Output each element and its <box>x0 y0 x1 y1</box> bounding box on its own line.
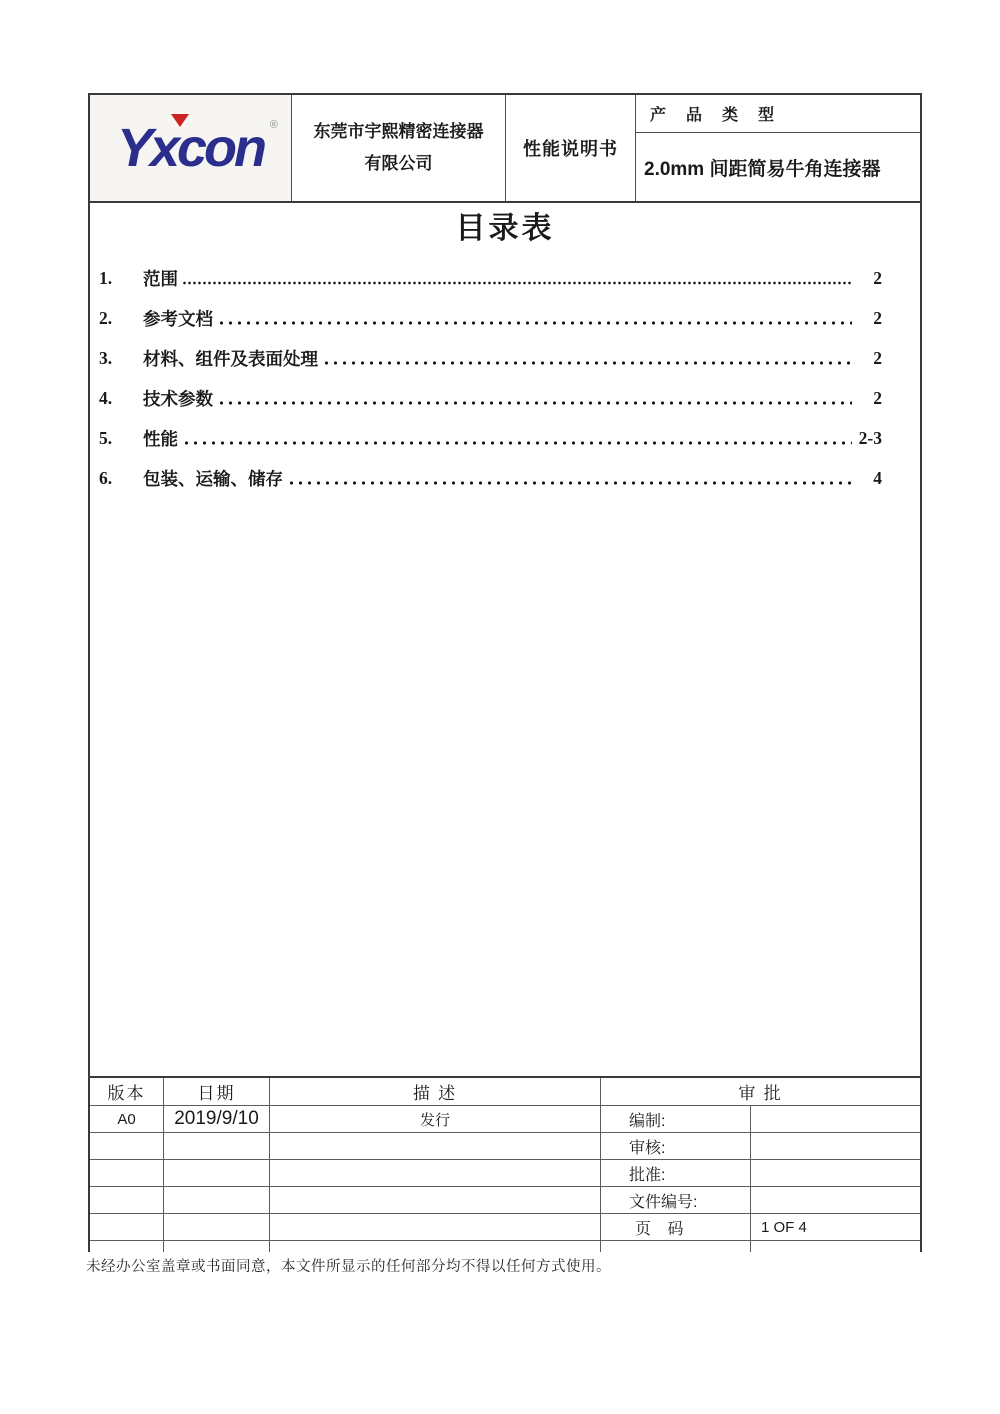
toc-entry-scope[interactable] <box>90 258 920 298</box>
logo-text: Yxcon <box>116 118 265 178</box>
toc-entry-label: 包装、运输、储存 <box>143 468 283 489</box>
header-table <box>88 93 922 203</box>
toc-entry-page: 2 <box>873 267 882 288</box>
stub-cell <box>164 1241 270 1252</box>
confidentiality-note: 未经办公室盖章或书面同意，本文件所显示的任何部分均不得以任何方式使用。 <box>86 1255 922 1276</box>
toc-entry-number: 4. <box>99 387 113 408</box>
company-name-line2: 有限公司 <box>364 154 433 173</box>
stub-cell <box>601 1241 751 1252</box>
revision-description <box>270 1187 601 1214</box>
toc-entry-page: 4 <box>873 467 882 488</box>
company-name-cell <box>292 95 506 201</box>
dot-leader <box>217 399 852 407</box>
revision-version <box>90 1133 164 1160</box>
revision-version <box>90 1160 164 1187</box>
revision-col-approval: 审 批 <box>601 1078 920 1106</box>
toc-entry-performance[interactable] <box>90 418 920 458</box>
revision-version <box>90 1214 164 1241</box>
document-content <box>88 93 922 1276</box>
revision-col-date: 日期 <box>164 1078 270 1106</box>
page-number-value: 1 OF 4 <box>751 1214 920 1241</box>
approval-value-prepared <box>751 1106 920 1133</box>
product-name: 2.0mm 间距简易牛角连接器 <box>644 158 881 180</box>
revision-col-version: 版本 <box>90 1078 164 1106</box>
product-type-cell <box>636 95 920 201</box>
stub-cell <box>270 1241 601 1252</box>
toc-entry-references[interactable] <box>90 298 920 338</box>
company-name <box>314 116 484 181</box>
revision-description: 发行 <box>270 1106 601 1133</box>
revision-date <box>164 1187 270 1214</box>
toc-entry-label: 材料、组件及表面处理 <box>143 348 318 369</box>
dot-leader <box>322 359 852 367</box>
toc-box <box>88 203 922 1078</box>
page-number-label: 页 码 <box>601 1214 751 1241</box>
toc-entry-page: 2 <box>873 347 882 368</box>
approval-label-prepared: 编制: <box>601 1106 751 1133</box>
revision-description <box>270 1214 601 1241</box>
revision-version <box>90 1187 164 1214</box>
product-type-header: 产 品 类 型 <box>636 95 920 133</box>
approval-label-approved: 批准: <box>601 1160 751 1187</box>
toc-entry-technical-parameters[interactable] <box>90 378 920 418</box>
toc-entry-number: 5. <box>99 427 113 448</box>
toc-entry-materials[interactable] <box>90 338 920 378</box>
toc-entry-number: 3. <box>99 347 113 368</box>
toc-entry-page: 2 <box>873 307 882 328</box>
toc-entry-label: 技术参数 <box>143 388 213 409</box>
toc-entry-label: 范围 <box>143 268 178 289</box>
stub-cell <box>751 1241 920 1252</box>
dot-leader <box>217 319 852 327</box>
toc-entry-label: 性能 <box>143 428 178 449</box>
toc-title: 目录表 <box>455 212 555 245</box>
document-number-value <box>751 1187 920 1214</box>
revision-version: A0 <box>90 1106 164 1133</box>
toc-entry-number: 1. <box>99 267 113 288</box>
company-logo <box>111 118 279 178</box>
stub-cell <box>90 1241 164 1252</box>
toc-entry-number: 2. <box>99 307 113 328</box>
document-number-label: 文件编号: <box>601 1187 751 1214</box>
revision-description <box>270 1133 601 1160</box>
toc-entry-label: 参考文档 <box>143 308 213 329</box>
logo-triangle-icon <box>171 114 189 127</box>
revision-date <box>164 1214 270 1241</box>
dot-leader <box>182 279 852 287</box>
approval-value-approved <box>751 1160 920 1187</box>
toc-entry-number: 6. <box>99 467 113 488</box>
revision-date <box>164 1133 270 1160</box>
approval-label-reviewed: 审核: <box>601 1133 751 1160</box>
revision-table <box>88 1078 922 1252</box>
registered-trademark-icon: ® <box>269 119 279 131</box>
doc-type-label: 性能说明书 <box>523 139 618 159</box>
revision-date <box>164 1160 270 1187</box>
doc-type-cell <box>506 95 636 201</box>
revision-description <box>270 1160 601 1187</box>
toc-list <box>90 258 920 498</box>
toc-entry-page: 2 <box>873 387 882 408</box>
company-name-line1: 东莞市宇熙精密连接器 <box>313 121 484 141</box>
logo-cell <box>90 95 292 201</box>
dot-leader <box>287 479 852 487</box>
dot-leader <box>182 439 852 447</box>
approval-value-reviewed <box>751 1133 920 1160</box>
toc-entry-page: 2-3 <box>858 427 882 448</box>
toc-entry-packaging[interactable] <box>90 458 920 498</box>
revision-col-description: 描 述 <box>270 1078 601 1106</box>
revision-date: 2019/9/10 <box>164 1106 270 1133</box>
